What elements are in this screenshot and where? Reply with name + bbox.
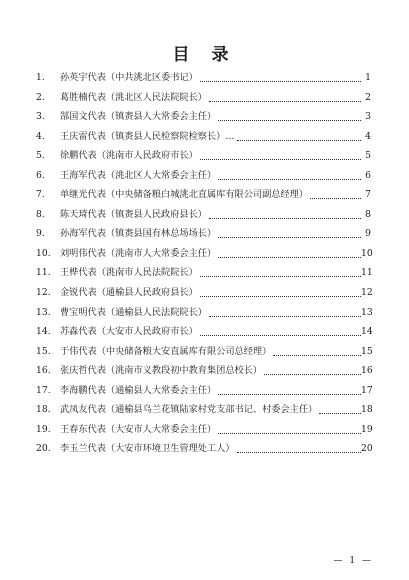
entry-page-number: 11 [361, 267, 373, 279]
entry-page-number: 16 [361, 365, 373, 377]
dot-leader [200, 295, 361, 297]
dot-leader [209, 217, 361, 219]
dot-leader [209, 100, 361, 102]
entry [60, 384, 361, 397]
entry-number: 6. [36, 169, 45, 181]
entry-number: 1. [36, 72, 45, 83]
entry [60, 325, 361, 338]
entry-number: 20. [36, 443, 51, 455]
entry-page-number: 12 [361, 287, 373, 299]
entry-text: 李海鹏代表（通榆县人大常委会主任） [60, 384, 217, 396]
entry-number: 5. [36, 150, 45, 162]
dot-leader [209, 315, 361, 317]
entry-page-number: 2 [365, 91, 371, 103]
entry-page-number: 5 [365, 150, 371, 162]
entry-number: 18. [36, 404, 51, 416]
entry-page-number: 17 [361, 384, 373, 396]
entry-number: 7. [36, 189, 45, 201]
toc-row [0, 364, 409, 384]
toc-row [0, 149, 409, 169]
entry-page-number: 4 [365, 130, 371, 142]
entry-page-number: 10 [361, 247, 373, 259]
entry-number: 3. [36, 111, 45, 123]
entry [60, 227, 361, 240]
entry-number: 12. [36, 287, 51, 299]
entry-number: 8. [36, 208, 45, 220]
dot-leader [237, 451, 361, 453]
toc-row [0, 71, 409, 91]
dot-leader [200, 80, 361, 82]
entry-text: 单继光代表（中央储备粮白城洮北直属库有限公司副总经理） [60, 189, 309, 201]
entry-page-number: 19 [361, 423, 373, 435]
toc-row [0, 227, 409, 247]
entry [60, 247, 361, 260]
entry-text: 孙海军代表（镇赉县国有林总场场长） [60, 228, 217, 240]
entry-number: 4. [36, 130, 45, 142]
toc-row [0, 169, 409, 189]
entry-page-number: 9 [365, 228, 371, 240]
entry-page-number: 6 [365, 169, 371, 181]
entry-number: 11. [36, 267, 51, 279]
entry-text: 金锐代表（通榆县人民政府县长） [60, 287, 198, 299]
entry-number: 19. [36, 423, 51, 435]
dot-leader [200, 334, 361, 336]
page-title: 目 录 [172, 45, 237, 65]
entry [60, 266, 361, 279]
entry [60, 188, 361, 201]
dot-leader [218, 393, 361, 395]
entry-text: 李玉兰代表（大安市环境卫生管理处工人） [60, 443, 235, 455]
entry [60, 169, 361, 182]
toc-row [0, 306, 409, 326]
entry [60, 286, 361, 299]
toc-row [0, 188, 409, 208]
dot-leader [237, 139, 361, 141]
entry-page-number: 3 [365, 111, 371, 123]
entry-page-number: 8 [365, 208, 371, 220]
dot-leader [218, 178, 361, 180]
entry-text: 武凤友代表（通榆县乌兰花镇陆家村党支部书记、村委会主任） [60, 404, 318, 416]
entry-text: 张庆哲代表（洮南市义教段初中教育集团总校长） [60, 365, 263, 377]
dot-leader [273, 354, 361, 356]
entry-number: 14. [36, 326, 51, 338]
toc-row [0, 325, 409, 345]
entry [60, 149, 361, 162]
entry [60, 442, 361, 455]
entry-text: 王庆雷代表（镇赉县人民检察院检察长）… [60, 130, 235, 142]
entry-number: 9. [36, 228, 45, 240]
dot-leader [264, 373, 361, 375]
entry-number: 2. [36, 91, 45, 103]
entry-page-number: 20 [361, 443, 373, 455]
dot-leader [218, 236, 361, 238]
entry-text: 曹宝明代表（通榆县人民法院院长） [60, 306, 207, 318]
entry [60, 345, 361, 358]
toc-row [0, 208, 409, 228]
entry-page-number: 15 [361, 345, 373, 357]
entry-text: 葛胜楠代表（洮北区人民法院院长） [60, 91, 207, 103]
entry-text: 于伟代表（中央储备粮大安直属库有限公司总经理） [60, 345, 272, 357]
entry [60, 423, 361, 436]
entry [60, 130, 361, 143]
entry [60, 364, 361, 377]
toc-row [0, 403, 409, 423]
toc-row [0, 110, 409, 130]
toc-row [0, 442, 409, 462]
entry-text: 郜国文代表（镇赉县人大常委会主任） [60, 111, 217, 123]
entry-text: 徐鹏代表（洮南市人民政府市长） [60, 150, 198, 162]
toc-row [0, 384, 409, 404]
dot-leader [200, 158, 361, 160]
dot-leader [218, 119, 361, 121]
entry-number: 13. [36, 306, 51, 318]
dot-leader [200, 275, 361, 277]
entry-page-number: 7 [365, 189, 371, 201]
entry [60, 306, 361, 319]
entry-page-number: 1 [365, 72, 371, 83]
entry-number: 16. [36, 365, 51, 377]
toc-row [0, 91, 409, 111]
table-of-contents [0, 71, 409, 462]
entry-text: 陈天琦代表（镇赉县人民政府县长） [60, 208, 207, 220]
entry [60, 208, 361, 221]
entry [60, 403, 361, 416]
dot-leader [218, 256, 361, 258]
entry-text: 王春东代表（大安市人大常委会主任） [60, 423, 217, 435]
entry-number: 17. [36, 384, 51, 396]
entry-text: 王海军代表（洮北区人大常委会主任） [60, 169, 217, 181]
toc-row [0, 345, 409, 365]
toc-row [0, 266, 409, 286]
toc-row [0, 130, 409, 150]
dot-leader [319, 412, 361, 414]
entry-number: 15. [36, 345, 51, 357]
entry-text: 苏淼代表（大安市人民政府市长） [60, 326, 198, 338]
entry-text: 王桦代表（洮南市人民法院院长） [60, 267, 198, 279]
entry-number: 10. [36, 247, 51, 259]
entry-page-number: 13 [361, 306, 373, 318]
entry [60, 71, 361, 84]
dot-leader [310, 197, 361, 199]
toc-row [0, 247, 409, 267]
entry-text: 孙英宇代表（中共洮北区委书记） [60, 72, 198, 83]
toc-row [0, 286, 409, 306]
page-footer-number: — 1 — [333, 556, 373, 566]
entry-page-number: 14 [361, 326, 373, 338]
entry [60, 110, 361, 123]
dot-leader [218, 432, 361, 434]
entry-text: 刘明伟代表（洮南市人大常委会主任） [60, 247, 217, 259]
toc-row [0, 423, 409, 443]
entry [60, 91, 361, 104]
entry-page-number: 18 [361, 404, 373, 416]
